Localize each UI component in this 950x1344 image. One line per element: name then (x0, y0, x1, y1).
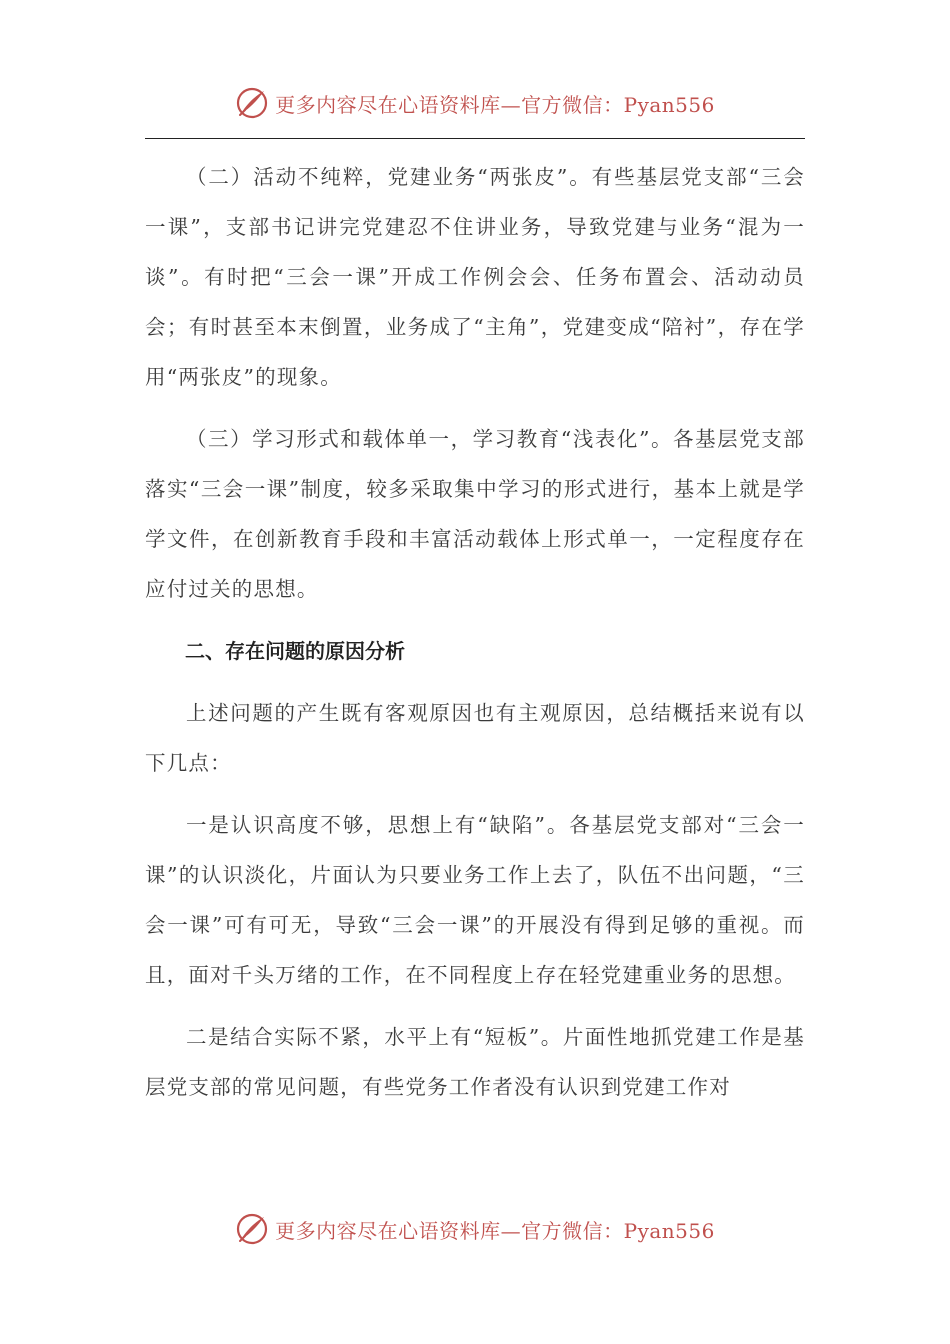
header-divider (145, 138, 805, 139)
footer-banner (0, 1212, 950, 1246)
paragraph: 上述问题的产生既有客观原因也有主观原因，总结概括来说有以下几点： (145, 701, 805, 775)
quill-logo-icon (235, 86, 269, 120)
header-banner (0, 86, 950, 120)
quill-logo-icon (235, 1212, 269, 1246)
footer-banner-text: 更多内容尽在心语资料库—官方微信：Pyan556 (275, 1218, 715, 1243)
document-body (145, 152, 805, 1124)
paragraph: （二）活动不纯粹，党建业务“两张皮”。有些基层党支部“三会一课”，支部书记讲完党建忍不住讲业务，导致党建与业务“混为一谈”。有时把“三会一课”开成工作例会会、任务布置会、活动动员会；有时甚至本末倒置，业务成了“主角”，党建变成“陪衬”，存在学用“两张皮”的现象。 (145, 165, 805, 389)
paragraph: 一是认识高度不够，思想上有“缺陷”。各基层党支部对“三会一课”的认识淡化，片面认为只要业务工作上去了，队伍不出问题，“三会一课”可有可无，导致“三会一课”的开展没有得到足够的重视。而且，面对千头万绪的工作，在不同程度上存在轻党建重业务的思想。 (145, 813, 805, 987)
paragraph: 二是结合实际不紧，水平上有“短板”。片面性地抓党建工作是基层党支部的常见问题，有些党务工作者没有认识到党建工作对 (145, 1025, 805, 1099)
header-banner-text: 更多内容尽在心语资料库—官方微信：Pyan556 (275, 92, 715, 117)
section-heading: 二、存在问题的原因分析 (185, 639, 405, 663)
paragraph: （三）学习形式和载体单一，学习教育“浅表化”。各基层党支部落实“三会一课”制度，较多采取集中学习的形式进行，基本上就是学学文件，在创新教育手段和丰富活动载体上形式单一，一定程度存在应付过关的思想。 (145, 427, 805, 601)
